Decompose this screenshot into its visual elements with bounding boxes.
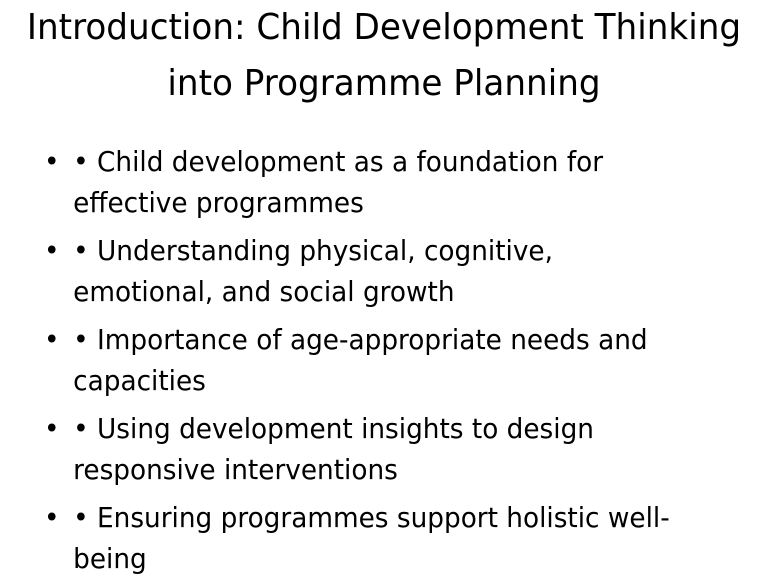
bullet-text: • Understanding physical, cognitive, emotional, and social growth [73,234,553,308]
slide-title-line-1: Introduction: Child Development Thinking [26,7,742,48]
bullet-text: • Child development as a foundation for effective programmes [73,145,604,219]
slide-title [19,0,749,112]
slide-title-line-2: into Programme Planning [167,63,601,104]
bullet-item [44,319,693,401]
bullet-text: • Importance of age-appropriate needs and capacities [73,323,648,397]
bullet-item [44,230,693,312]
bullet-text: • Ensuring programmes support holistic well-being [73,501,670,575]
bullet-marker: • [44,412,60,445]
bullet-marker: • [44,323,60,356]
bullet-item [44,408,693,490]
bullet-marker: • [44,145,60,178]
bullet-list [44,141,734,576]
bullet-item [44,141,693,223]
bullet-marker: • [44,234,60,267]
bullet-marker: • [44,501,60,534]
bullet-text: • Using development insights to design responsive interventions [73,412,594,486]
bullet-item [44,497,693,576]
